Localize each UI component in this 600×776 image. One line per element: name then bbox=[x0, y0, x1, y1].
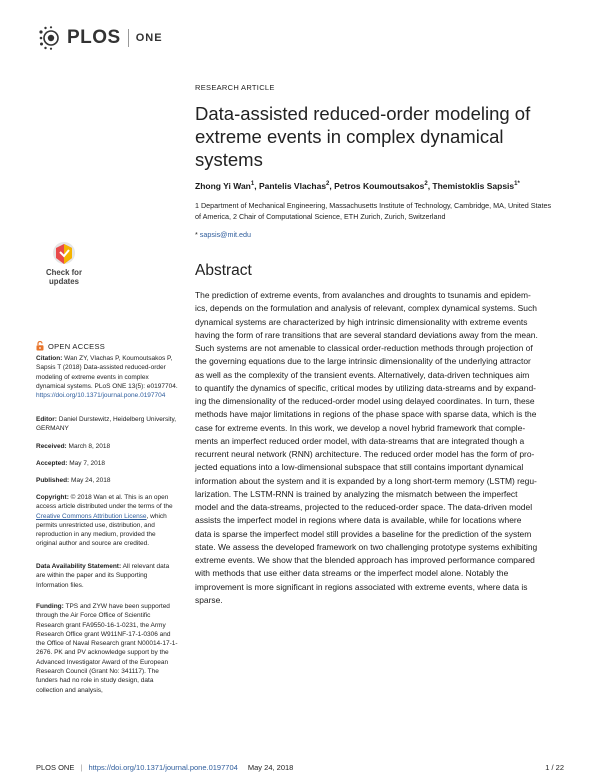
check-for-updates-icon bbox=[34, 240, 94, 270]
abstract-line: having the form of rare transitions that are several standard deviations away from the mean. bbox=[195, 329, 538, 340]
published-date: May 24, 2018 bbox=[71, 477, 111, 484]
article-title: Data-assisted reduced-order modeling of extreme events in complex dynamical systems bbox=[195, 103, 531, 170]
abstract-line: state. We assess the developed framework on two challenging prototype systems exhibiting bbox=[195, 541, 538, 552]
email-link[interactable]: sapsis@mit.edu bbox=[199, 230, 252, 239]
open-access-text: OPEN ACCESS bbox=[48, 341, 106, 351]
author-affiliation-marker: 2 bbox=[326, 181, 330, 188]
plos-logo-icon bbox=[38, 26, 64, 50]
abstract-line: ing the dimensionality of the reduced-order model using delayed coordinates. In turn, these bbox=[195, 396, 535, 406]
license-link[interactable]: Creative Commons Attribution License bbox=[36, 512, 147, 520]
received-block bbox=[36, 442, 178, 451]
abstract-line: the governing equations due to the large intrinsic dimensionality of the underlying attractor bbox=[195, 356, 531, 367]
accepted-date: May 7, 2018 bbox=[69, 460, 106, 467]
footer-page-number: 1 / 22 bbox=[545, 763, 564, 772]
abstract-line: The prediction of extreme events, from avalanches and droughts to tsunamis and epidem- bbox=[195, 290, 531, 300]
logo-text: PLOS bbox=[67, 27, 121, 48]
page-footer bbox=[36, 763, 564, 772]
open-access-label bbox=[36, 341, 105, 351]
editor-text: Daniel Durstewitz, Heidelberg University, GERMANY bbox=[36, 416, 177, 433]
citation-block bbox=[36, 354, 178, 400]
editor-block bbox=[36, 415, 178, 434]
abstract-line: model and the data-streams, projected to the reduced-order space. The data-driven model bbox=[195, 502, 533, 512]
received-label: Received: bbox=[36, 443, 67, 450]
abstract-line: as well as the complexity of the transient events. Alternatively, data-driven techniques aim bbox=[195, 369, 530, 380]
copyright-label: Copyright: bbox=[36, 494, 69, 501]
badge-line-1: Check for bbox=[46, 268, 82, 277]
footer-separator: | bbox=[80, 763, 83, 772]
abstract-line: case for extreme events. In this work, we develop a novel hybrid framework that comple- bbox=[195, 422, 526, 433]
abstract-line: recurrent neural network (RNN) architecture. The reduced order model has the form of pro- bbox=[195, 449, 535, 459]
funding-text: TPS and ZYW have been supported through the Air Force Office of Scientific Research grant FA9550-16-1-0231, the Army Research Office grant W911NF-17-1-0306 and the Office of Naval Research grant N00014-17-1-2676. PK and PV acknowledge support by the Advanced Investigator Award of the European Research Council (Grant No: 341117). The funders had no role in study design, data collection and analysis, bbox=[36, 603, 178, 694]
funding-block bbox=[36, 602, 178, 695]
abstract-line: ments an imperfect reduced order model, with data-streams that are integrated though a bbox=[195, 435, 525, 446]
abstract-line: information about the system and it is expanded by a long short-term memory (LSTM) regu- bbox=[195, 475, 537, 486]
accepted-label: Accepted: bbox=[36, 460, 68, 467]
author-list: Zhong Yi Wan$^1$, Pantelis Vlachas$^2$, Petros Koumoutsakos$^2$, Themistoklis Sapsis$^{1*}$ bbox=[195, 181, 520, 191]
abstract-line: methods have major limitations in regions of the phase space with sparse data, which is the bbox=[195, 409, 537, 420]
footer-left bbox=[36, 763, 293, 772]
affiliations: 1 Department of Mechanical Engineering, Massachusetts Institute of Technology, Cambridge, MA, United States of America, 2 Chair of Computational Science, ETH Zurich, Zurich, Switzerland bbox=[195, 201, 552, 221]
journal-name: ONE bbox=[135, 32, 163, 44]
data-availability-text: All relevant data are within the paper and its Supporting Information files. bbox=[36, 563, 170, 589]
abstract-body bbox=[195, 289, 562, 607]
data-availability-label: Data Availability Statement: bbox=[36, 563, 122, 570]
author-name[interactable]: Themistoklis Sapsis bbox=[432, 181, 515, 191]
abstract-line: to quantify the dynamics of specific, critical modes by utilizing data-streams and by expand- bbox=[195, 382, 536, 393]
logo-divider bbox=[128, 29, 129, 47]
citation-label: Citation: bbox=[36, 355, 63, 362]
email-marker: * bbox=[195, 230, 200, 239]
author-name[interactable]: Pantelis Vlachas bbox=[258, 181, 327, 191]
abstract-line: ics, depends on the formulation and analysis of relevant, complex dynamical systems. Such bbox=[195, 303, 537, 314]
abstract-line: jected equations into a low-dimensional subspace that still contains important dynamical bbox=[195, 462, 524, 473]
citation-doi-link[interactable]: https://doi.org/10.1371/journal.pone.0197704 bbox=[36, 392, 166, 400]
article-type: RESEARCH ARTICLE bbox=[195, 83, 275, 92]
received-date: March 8, 2018 bbox=[68, 443, 111, 450]
abstract-line: sparse. bbox=[195, 594, 223, 605]
abstract-line: improvement is more significant in regions associated with extreme events, where data is bbox=[195, 581, 528, 592]
funding-label: Funding: bbox=[36, 603, 64, 610]
badge-line-2: updates bbox=[49, 277, 79, 286]
abstract-line: larization. The LSTM-RNN is trained by analyzing the mismatch between the imperfect bbox=[195, 488, 518, 499]
author-affiliation-marker: 2 bbox=[424, 181, 428, 188]
published-block bbox=[36, 476, 178, 485]
corresponding-email bbox=[195, 230, 251, 239]
open-lock-icon bbox=[36, 341, 44, 351]
author-name[interactable]: Petros Koumoutsakos bbox=[334, 181, 425, 191]
abstract-heading: Abstract bbox=[195, 262, 252, 279]
abstract-line: assists the imperfect model in regions where data is available, while for locations where bbox=[195, 515, 522, 526]
published-label: Published: bbox=[36, 477, 70, 484]
data-availability-block bbox=[36, 562, 178, 590]
accepted-block bbox=[36, 459, 178, 468]
footer-journal: PLOS ONE bbox=[36, 763, 75, 772]
footer-date: May 24, 2018 bbox=[247, 763, 294, 772]
abstract-line: Such systems are not amenable to classical order-reduction methods through projection of bbox=[195, 343, 533, 353]
copyright-text: © 2018 Wan et al. This is an open access article distributed under the terms of the bbox=[36, 494, 173, 511]
footer-doi-link[interactable]: https://doi.org/10.1371/journal.pone.0197704 bbox=[88, 763, 238, 772]
check-for-updates-badge[interactable] bbox=[34, 240, 94, 292]
abstract-line: dynamical systems are characterized by high intrinsic dimensionality with extreme events bbox=[195, 316, 528, 327]
author-affiliation-marker: 1* bbox=[514, 181, 520, 188]
author-affiliation-marker: 1 bbox=[250, 181, 255, 188]
abstract-line: with methods that use either data streams or the imperfect model alone. Notably the bbox=[195, 568, 509, 579]
editor-label: Editor: bbox=[36, 416, 57, 423]
abstract-line: extreme events. We show that the blended approach has improved performance compared bbox=[195, 555, 535, 565]
copyright-block bbox=[36, 493, 178, 549]
author-name[interactable]: Zhong Yi Wan bbox=[195, 181, 251, 191]
citation-text: Wan ZY, Vlachas P, Koumoutsakos P, Sapsis T (2018) Data-assisted reduced-order modeling of extreme events in complex dynamical systems. PLoS ONE 13(5): e0197704. bbox=[36, 355, 178, 390]
journal-logo bbox=[38, 26, 163, 50]
copyright-text-continued: , which permits unrestricted use, distribution, and reproduction in any medium, provided the original author and source are credited. bbox=[36, 512, 167, 548]
abstract-line: data is sparse the imperfect model still provides a baseline for the prediction of the system bbox=[195, 528, 532, 539]
